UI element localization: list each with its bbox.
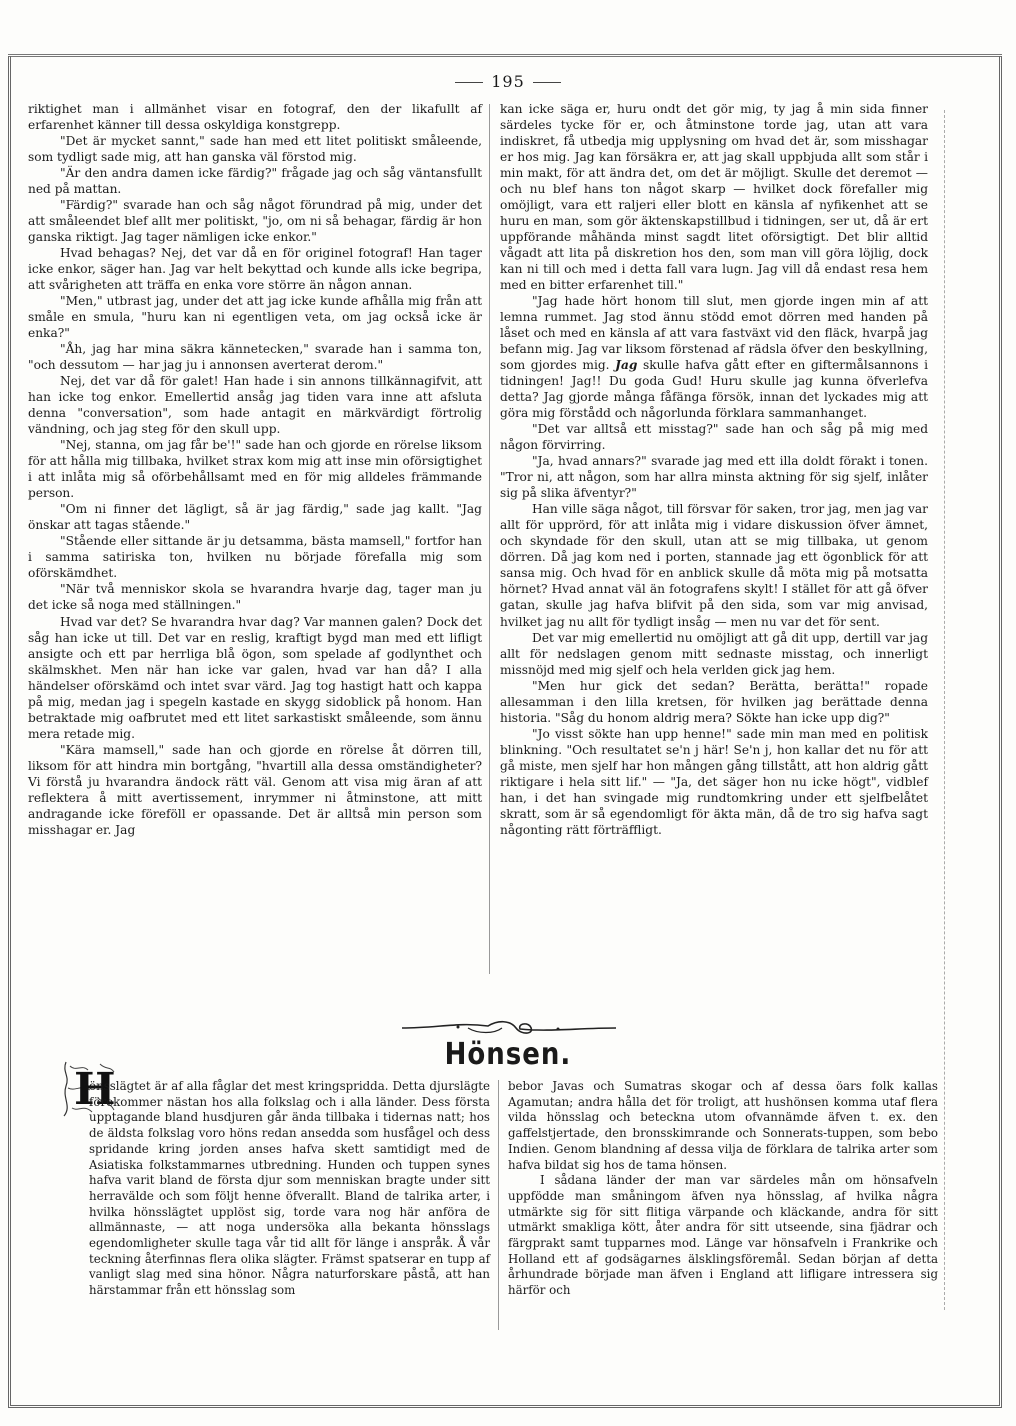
paragraph: kan icke säga er, huru ondt det gör mig, ty jag å min sida finner särdeles tycke för er, och åtminstone torde jag, utan att vara indiskret, få utbedja mig upplysning om hvad det är, som misshagar er hos mig. Jag kan försäkra er, att jag skall uppbjuda allt som står i min makt, för att ändra det, om det är möjligt. Skulle det deremot — och nu blef hans ton något skarp — hvilket dock förefaller mig omöjligt, vara ett raljeri eller blott en känsla af nyfikenhet att se huru en man, som gör äktenskapstillbud i tidningen, ser ut, då är ert uppförande måhända minst sagdt litet oförsigtigt. Det blir alltid vågadt att lita på diskretion hos den, som man vill göra löjlig, dock kan ni till och med i detta fall vara lugn. Jag vill då endast resa hem med en bitter erfarenhet till." bbox=[500, 102, 928, 293]
paragraph: "Är den andra damen icke färdig?" frågade jag och såg väntansfullt ned på mattan. bbox=[28, 166, 482, 197]
story-right-column bbox=[500, 101, 928, 838]
paragraph: "Stående eller sittande är ju detsamma, bästa mamsell," fortfor han i samma satiriska ton, hvilken nu började förefalla mig som oförskämdhet. bbox=[28, 534, 482, 581]
paragraph: "Färdig?" svarade han och såg något förundrad på mig, under det att småleendet blef allt mer politiskt, "jo, om ni så behagar, färdig är hon ganska riktigt. Jag tager nämligen icke enkor." bbox=[28, 198, 482, 245]
paragraph: riktighet man i allmänhet visar en fotograf, den der likafullt af erfarenhet känner till dessa oskyldiga konstgrepp. bbox=[28, 102, 482, 133]
paragraph: Hvad behagas? Nej, det var då en för originel fotograf! Han tager icke enkor, säger han. Jag var helt bekyttad och kunde alls icke begripa, att svårigheten att träffa en enka vore större än någon annan. bbox=[28, 246, 482, 293]
paragraph: "Nej, stanna, om jag får be'!" sade han och gjorde en rörelse liksom för att hålla mig tillbaka, hvilket strax kom mig att inse min oförsigtighet i att inlåta mig så oförbehållsamt med en för mig alldeles främmande person. bbox=[28, 438, 482, 501]
paragraph: "Åh, jag har mina säkra kännetecken," svarade han i samma ton, "och dessutom — har jag ju i annonsen averterat derom." bbox=[28, 342, 482, 373]
paragraph: Det var mig emellertid nu omöjligt att gå dit upp, dertill var jag allt för nedslagen genom mitt sednaste misstag, och innerligt missnöjd med mig sjelf och hela verlden gick jag hem. bbox=[500, 630, 928, 677]
paragraph: "Det är mycket sannt," sade han med ett litet politiskt småleende, som tydligt sade mig, att han ganska väl förstod mig. bbox=[28, 134, 482, 165]
paragraph: "När två menniskor skola se hvarandra hvarje dag, tager man ju det icke så noga med ställningen." bbox=[28, 582, 482, 613]
paragraph: önsslägtet är af alla fåglar det mest kringspriddа. Detta djurslägte förekommer nästan hos alla folkslag och i alla länder. Dess första upptagande bland husdjuren går ända tillbaka i tidernas natt; hos de äldsta folkslag voro höns redan ansedda som husfågel och dess spridande kring jorden anses hafva skett samtidigt med de Asiatiska folkstammarnes utbredning. Hunden och tuppen synes hafva varit bland de första djur som menniskan bragte under sitt herravälde och som följt henne öfverallt. Bland de talrika arter, i hvilka hönsslägtet upplöst sig, torde vara nog här anföra de allmännaste, — att noga undersöka alla bekanta hönsslags egendomligheter skulle taga vår tid allt för länge i anspråk. Å vår teckning återfinnas flera olika slägter. Främst spatserar en tupp af vanligt slag med sina hönor. Några naturforskare påstå, att han härstammar från ett hönsslag som bbox=[89, 1079, 490, 1298]
ornament-divider bbox=[398, 1016, 620, 1040]
section-right-column bbox=[508, 1079, 938, 1299]
dropcap-letter: H bbox=[74, 1064, 116, 1115]
paragraph: Hvad var det? Se hvarandra hvar dag? Var mannen galen? Dock det såg han icke ut till. Det var en reslig, kraftigt bygd man med ett lifligt ansigte och ett par herrliga blå ögon, som spelade af godlynthet och skälmskhet. Men när han icke var galen, hvad var han då? I alla händelser oförskämd och intet svar värd. Jag tog hastigt hatt och kappa på mig, medan jag i spegeln kastade en skygg sidoblick på honom. Han betraktade mig oafbrutet med ett litet sarkastiskt småleende, som ännu mera retade mig. bbox=[28, 614, 482, 741]
paragraph: bebor Javas och Sumatras skogar och af dessa öars folk kallas Agamutan; andra hålla det för troligt, att hushönsen komma utaf flera vilda hönsslag och beteckna utom ofvannämde äfven t. ex. den gaffelstjertade, den bronsskimrande och Sonnerats-tuppen, som bebo Indien. Genom blandning af dessa vilja de förklara de talrika arter som hafva bildat sig hos de tama hönsen. bbox=[508, 1079, 938, 1172]
emphasis-word: Jag bbox=[615, 358, 638, 373]
section-title: Hönsen. bbox=[444, 1037, 572, 1073]
paragraph: Han ville säga något, till försvar för saken, tror jag, men jag var allt för upprörd, för att inlåta mig i vidare diskussion öfver ämnet, och skyndade för den skull, utan att se mig tillbaka, ut genom dörren. Då jag kom ned i porten, stannade jag ett ögonblick för att sansa mig. Och hvad för en anblick skulle då möta mig på motsatta hörnet? Hvad annat väl än fotografens skylt! I stället för att gå öfver gatan, skulle jag hafva blifvit på den sida, som var mig anvisad, hvilket jag nu allt för tydligt insåg — men nu var det för sent. bbox=[500, 502, 928, 629]
column-divider-top bbox=[489, 104, 490, 974]
paragraph-part: skulle hafva gått efter en giftermålsannons i tidningen! Jag!! Du goda Gud! Huru skulle jag kunna öfverlefva detta? Jag gjorde många fåfänga försök, innan det lyckades mig att göra mig förstådd och någorlunda förklara sammanhanget. bbox=[500, 358, 929, 421]
paragraph-part: "Jag hade hört honom till slut, men gjorde ingen min af att lemna rummet. Jag stod ännu stödd emot dörren med handen på låset och med en känsla af att vara fastväxt vid den fläck, hvarpå jag befann mig. Jag var liksom förstenad af rädsla öfver den beskyllning, som gjordes mig. bbox=[500, 294, 928, 373]
page-number-text: 195 bbox=[491, 72, 525, 91]
story-left-column bbox=[28, 101, 482, 838]
paragraph-with-emphasis bbox=[500, 293, 928, 421]
page-number bbox=[0, 72, 1016, 91]
paragraph: I sådana länder der man var särdeles mån om hönsafveln uppfödde man småningom äfven nya hönsslag, af hvilka några utmärkte sig för sitt flitiga värpande och kläckande, andra för sitt utmärkt smakliga kött, åter andra för sitt utseende, sina fjädrar och färgprakt samt tupparnes mod. Länge var hönsafveln i Frankrike och Holland ett af godsägarnes älsklingsföremål. Sedan början af detta århundrade började man äfven i England att lifligare intressera sig härför och bbox=[508, 1173, 938, 1298]
paragraph: "Jo visst sökte han upp henne!" sade min man med en politisk blinkning. "Och resultatet se'n j här! Se'n j, hon kallar det nu för att gå miste, men sjelf har hon mången gång tillstått, att hon aldrig gått riktigare i hela sitt lif." — "Ja, det säger hon nu icke högt", vidblef han, i det han svingade mig rundtomkring under ett sjelfbelåtet skratt, som är så egendomligt för äkta män, då de tro sig hafva sagt någonting rätt förträffligt. bbox=[500, 726, 928, 837]
paragraph: Nej, det var då för galet! Han hade i sin annons tillkännagifvit, att han icke tog enkor. Emellertid ansåg jag tiden vara inne att afsluta denna "conversation", som hade antagit en märkvärdigt förtrolig vändning, och jag steg för den skull upp. bbox=[28, 374, 482, 437]
paragraph: "Kära mamsell," sade han och gjorde en rörelse åt dörren till, liksom för att hindra min bortgång, "hvartill alla dessa omständigheter? Vi förstå ju hvarandra ändock rätt väl. Genom att visa mig äran af att reflektera å mitt avertissement, inrymmer ni åtminstone, att mitt andragande icke föreföll er opassande. Det är alltså min person som misshagar er. Jag bbox=[28, 742, 482, 837]
paragraph: "Ja, hvad annars?" svarade jag med ett illa doldt förakt i tonen. "Tror ni, att någon, som har allra minsta aktning för sig sjelf, inlåter sig på slika äfventyr?" bbox=[500, 454, 928, 501]
paragraph: "Om ni finner det lägligt, så är jag färdig," sade jag kallt. "Jag önskar att tagas stående." bbox=[28, 502, 482, 533]
section-left-column bbox=[28, 1079, 490, 1299]
margin-rule bbox=[944, 110, 946, 1310]
paragraph: "Men hur gick det sedan? Berätta, berätta!" ropade allesamman i den lilla kretsen, för hvilken jag berättade denna historia. "Såg du honom aldrig mera? Sökte han icke upp dig?" bbox=[500, 678, 928, 725]
paragraph: "Det var alltså ett misstag?" sade han och såg på mig med någon förvirring. bbox=[500, 422, 928, 453]
column-divider-bottom bbox=[498, 1080, 499, 1330]
paragraph: "Men," utbrast jag, under det att jag icke kunde afhålla mig från att småle en smula, "huru kan ni egentligen veta, om jag också icke är enka?" bbox=[28, 294, 482, 341]
